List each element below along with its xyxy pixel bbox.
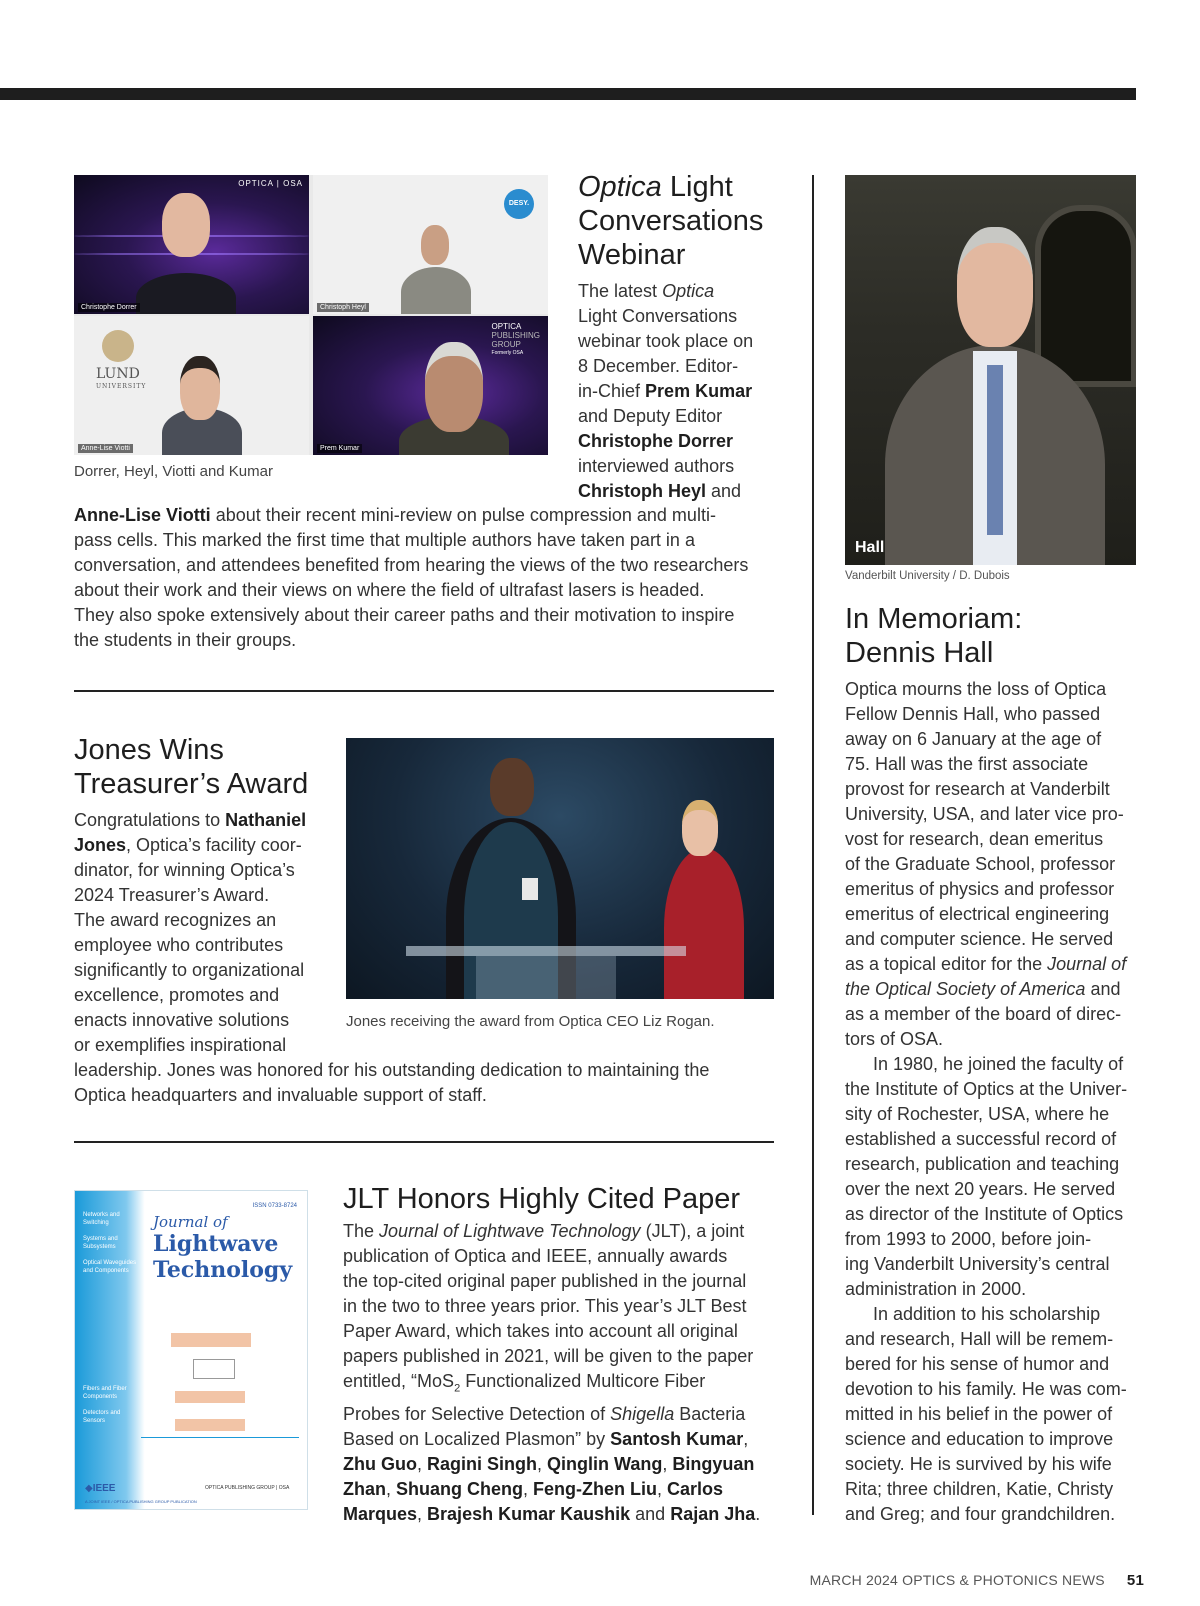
- text: the students in their groups.: [74, 630, 297, 650]
- jones-photo-caption: Jones receiving the award from Optica CEO Liz Rogan.: [346, 1013, 715, 1030]
- text: (JLT), a joint: [645, 1221, 745, 1241]
- lund-seal: [102, 330, 134, 362]
- text: vost for research, dean emeritus: [845, 829, 1104, 849]
- cover-lightwave: Lightwave: [153, 1231, 279, 1257]
- text: Optica mourns the loss of Optica: [845, 679, 1107, 699]
- text: enacts innovative solutions: [74, 1010, 290, 1030]
- text: pass cells. This marked the first time that multiple authors have taken part in a: [74, 530, 695, 550]
- text: and computer science. He served: [845, 929, 1114, 949]
- person-name: Prem Kumar: [645, 381, 753, 401]
- tile-name-label: Christoph Heyl: [317, 303, 369, 312]
- text: ing Vanderbilt University’s central: [845, 1254, 1110, 1274]
- text: significantly to organizational: [74, 960, 305, 980]
- text: the top-cited original paper published in the journal: [343, 1271, 747, 1291]
- text: bered for his sense of humor and: [845, 1354, 1110, 1374]
- text: papers published in 2021, will be given to the paper: [343, 1346, 754, 1366]
- person-name: Jones: [74, 835, 127, 855]
- text: society. He is survived by his wife: [845, 1454, 1112, 1474]
- text: Optica: [662, 281, 715, 301]
- jlt-cover-image: [74, 1190, 308, 1510]
- text: webinar took place on: [578, 331, 754, 351]
- person-name: Santosh Kumar: [610, 1428, 744, 1449]
- jones-title-line: Jones Wins: [74, 734, 224, 766]
- lund-logo-sub: UNIVERSITY: [96, 383, 147, 390]
- tile-name-label: Anne-Lise Viotti: [78, 444, 133, 453]
- text: publication of Optica and IEEE, annually awards: [343, 1246, 728, 1266]
- webinar-title: [578, 170, 763, 272]
- text: mitted in his belief in the power of: [845, 1404, 1113, 1424]
- section-divider: [74, 690, 774, 692]
- text: Functionalized Multicore Fiber: [460, 1371, 706, 1391]
- text: 8 December. Editor-: [578, 356, 739, 376]
- text: dinator, for winning Optica’s: [74, 860, 295, 880]
- cover-side-text: Systems and Subsystems: [83, 1236, 118, 1250]
- text: conversation, and attendees benefited from hearing the views of the two researchers: [74, 555, 749, 575]
- person-name: Feng-Zhen Liu: [533, 1478, 658, 1499]
- person-name: Zhan: [343, 1478, 386, 1499]
- text: administration in 2000.: [845, 1279, 1027, 1299]
- person-name: Shuang Cheng: [396, 1478, 524, 1499]
- text: as director of the Institute of Optics: [845, 1204, 1124, 1224]
- jones-body-wide: [74, 1058, 774, 1108]
- top-rule: [0, 88, 1136, 100]
- person-name: Nathaniel: [225, 810, 307, 830]
- jones-body-narrow: [74, 808, 334, 1058]
- text: about their work and their views on where the field of ultrafast lasers is headed.: [74, 580, 705, 600]
- text: Paper Award, which takes into account all original: [343, 1321, 738, 1341]
- opg-logo-line: GROUP: [491, 340, 521, 349]
- person-name: Bingyuan: [672, 1453, 755, 1474]
- text: employee who contributes: [74, 935, 284, 955]
- hall-photo-credit: Vanderbilt University / D. Dubois: [845, 570, 1010, 582]
- webinar-title-italic: Optica: [578, 171, 662, 203]
- opg-logo-line: Formerly OSA: [491, 350, 524, 356]
- text: as a member of the board of direc-: [845, 1004, 1122, 1024]
- cover-side-text: Fibers and Fiber Components: [83, 1386, 127, 1400]
- text: provost for research at Vanderbilt: [845, 779, 1110, 799]
- hall-title: [845, 602, 1022, 670]
- page-number: 51: [1126, 1572, 1144, 1589]
- cover-journal-of: Journal of: [153, 1213, 228, 1231]
- jlt-title: JLT Honors Highly Cited Paper: [343, 1183, 741, 1215]
- text: emeritus of physics and professor: [845, 879, 1115, 899]
- text: excellence, promotes and: [74, 985, 280, 1005]
- person-name: Rajan Jha: [670, 1503, 756, 1524]
- journal-name: Journal of Lightwave Technology: [379, 1221, 641, 1241]
- text: Light Conversations: [578, 306, 738, 326]
- text: 75. Hall was the first associate: [845, 754, 1089, 774]
- text: entitled, “MoS: [343, 1371, 455, 1391]
- jlt-body: The Journal of Lightwave Technology (JLT), a joint publication of Optica and IEEE, annually awards the top-cited original paper published in the journal in the two to three years prior. This year’s JLT Best Paper Award, which takes into account all original papers published in 2021, will be given to the paper entitled, “MoS$_2$ Functionalized Multicore Fiber Probes for Selective Detection of Shigella Bacteria Based on Localized Plasmon” by Santosh Kumar, Zhu Guo, Ragini Singh, Qinglin Wang, Bingyuan Zhan, Shuang Cheng, Feng-Zhen Liu, Carlos Marques, Brajesh Kumar Kaushik and Rajan Jha.: [343, 1219, 783, 1527]
- footer-issue: MARCH 2024: [809, 1572, 899, 1588]
- text: Optica headquarters and invaluable support of staff.: [74, 1085, 487, 1105]
- subscript: 2: [454, 1382, 461, 1395]
- text: research, publication and teaching: [845, 1154, 1120, 1174]
- species-name: Shigella: [610, 1403, 675, 1424]
- person-name: Marques: [343, 1503, 418, 1524]
- webinar-tile-heyl: [313, 175, 548, 314]
- text: tors of OSA.: [845, 1029, 944, 1049]
- lund-logo: LUND: [96, 366, 140, 382]
- text: about their recent mini-review on pulse compression and multi-: [215, 505, 716, 525]
- person-name: Brajesh Kumar Kaushik: [427, 1503, 631, 1524]
- text: in the two to three years prior. This year’s JLT Best: [343, 1296, 747, 1316]
- person-name: Anne-Lise Viotti: [74, 505, 211, 525]
- cover-publisher: OPTICA PUBLISHING GROUP | OSA: [205, 1485, 290, 1491]
- text: as a topical editor for the: [845, 954, 1043, 974]
- webinar-title-line: Webinar: [578, 239, 686, 271]
- text: In 1980, he joined the faculty of: [873, 1054, 1124, 1074]
- text: in-Chief: [578, 381, 641, 401]
- hall-title-line: In Memoriam:: [845, 603, 1023, 635]
- webinar-photo-caption: Dorrer, Heyl, Viotti and Kumar: [74, 463, 273, 480]
- text: sity of Rochester, USA, where he: [845, 1104, 1110, 1124]
- jones-award-photo: [346, 738, 774, 999]
- hall-photo-label: Hall: [855, 539, 885, 556]
- text: and Greg; and four grandchildren.: [845, 1504, 1116, 1524]
- page-footer: [810, 1572, 1144, 1589]
- text: over the next 20 years. He served: [845, 1179, 1116, 1199]
- text: interviewed authors: [578, 456, 735, 476]
- opg-logo-line: PUBLISHING: [491, 331, 540, 340]
- text: Probes for Selective Detection of: [343, 1403, 606, 1424]
- text: from 1993 to 2000, before join-: [845, 1229, 1092, 1249]
- cover-side-text: Optical Waveguides and Components: [83, 1260, 137, 1274]
- person-name: Ragini Singh: [427, 1453, 537, 1474]
- column-divider: [812, 175, 814, 1515]
- text: the Institute of Optics at the Univer-: [845, 1079, 1128, 1099]
- text: science and education to improve: [845, 1429, 1114, 1449]
- text: 2024 Treasurer’s Award.: [74, 885, 270, 905]
- journal-name: Journal of: [1047, 954, 1127, 974]
- person-name: Christoph Heyl: [578, 481, 707, 501]
- person-name: Qinglin Wang: [547, 1453, 663, 1474]
- text: and: [1090, 979, 1121, 999]
- hall-title-line: Dennis Hall: [845, 637, 994, 669]
- text: leadership. Jones was honored for his outstanding dedication to maintaining the: [74, 1060, 710, 1080]
- text: Bacteria: [679, 1403, 746, 1424]
- hall-body: [845, 677, 1145, 1527]
- text: or exemplifies inspirational: [74, 1035, 287, 1055]
- hall-portrait: [845, 175, 1136, 565]
- desy-logo: DESY.: [504, 189, 534, 219]
- person-name: Zhu Guo: [343, 1453, 417, 1474]
- text: University, USA, and later vice pro-: [845, 804, 1124, 824]
- text: established a successful record of: [845, 1129, 1117, 1149]
- text: emeritus of electrical engineering: [845, 904, 1110, 924]
- jones-title-line: Treasurer’s Award: [74, 768, 309, 800]
- webinar-photo: [74, 175, 548, 455]
- text: The latest: [578, 281, 658, 301]
- text: of the Graduate School, professor: [845, 854, 1116, 874]
- text: devotion to his family. He was com-: [845, 1379, 1127, 1399]
- cover-issn: ISSN 0733-8724: [252, 1203, 297, 1209]
- cover-footer: A JOINT IEEE / OPTICA PUBLISHING GROUP PUBLICATION: [85, 1499, 197, 1504]
- text: Fellow Dennis Hall, who passed: [845, 704, 1101, 724]
- cover-side-text: Networks and Switching: [83, 1212, 120, 1226]
- text: away on 6 January at the age of: [845, 729, 1102, 749]
- person-name: Christophe Dorrer: [578, 431, 734, 451]
- tile-name-label: Prem Kumar: [317, 444, 362, 453]
- text: and: [711, 481, 742, 501]
- person-name: Carlos: [667, 1478, 724, 1499]
- text: and research, Hall will be remem-: [845, 1329, 1114, 1349]
- text: , Optica’s facility coor-: [126, 835, 302, 855]
- opg-logo-line: OPTICA: [491, 322, 522, 331]
- text: The: [343, 1221, 375, 1241]
- optica-logo: OPTICA | OSA: [238, 179, 303, 188]
- footer-magazine: OPTICS & PHOTONICS NEWS: [902, 1572, 1105, 1588]
- text: Based on Localized Plasmon” by: [343, 1428, 606, 1449]
- text: Congratulations to: [74, 810, 221, 830]
- text: In addition to his scholarship: [873, 1304, 1101, 1324]
- tile-name-label: Christophe Dorrer: [78, 303, 140, 312]
- text: The award recognizes an: [74, 910, 277, 930]
- text: Rita; three children, Katie, Christy: [845, 1479, 1114, 1499]
- text: They also spoke extensively about their career paths and their motivation to inspire: [74, 605, 735, 625]
- webinar-tile-dorrer: [74, 175, 309, 314]
- journal-name: the Optical Society of America: [845, 979, 1086, 999]
- text: and: [635, 1503, 666, 1524]
- webinar-title-part: Light: [661, 171, 733, 203]
- webinar-body-wide: [74, 503, 774, 653]
- cover-technology: Technology: [153, 1257, 293, 1283]
- jones-title: [74, 733, 308, 801]
- webinar-title-line: Conversations: [578, 205, 764, 237]
- cover-ieee-logo: ◆IEEE: [85, 1483, 116, 1494]
- text: and Deputy Editor: [578, 406, 723, 426]
- webinar-tile-viotti: [74, 316, 309, 455]
- webinar-tile-kumar: [313, 316, 548, 455]
- webinar-body-narrow: [578, 279, 778, 504]
- section-divider: [74, 1141, 774, 1143]
- cover-side-text: Detectors and Sensors: [83, 1410, 121, 1424]
